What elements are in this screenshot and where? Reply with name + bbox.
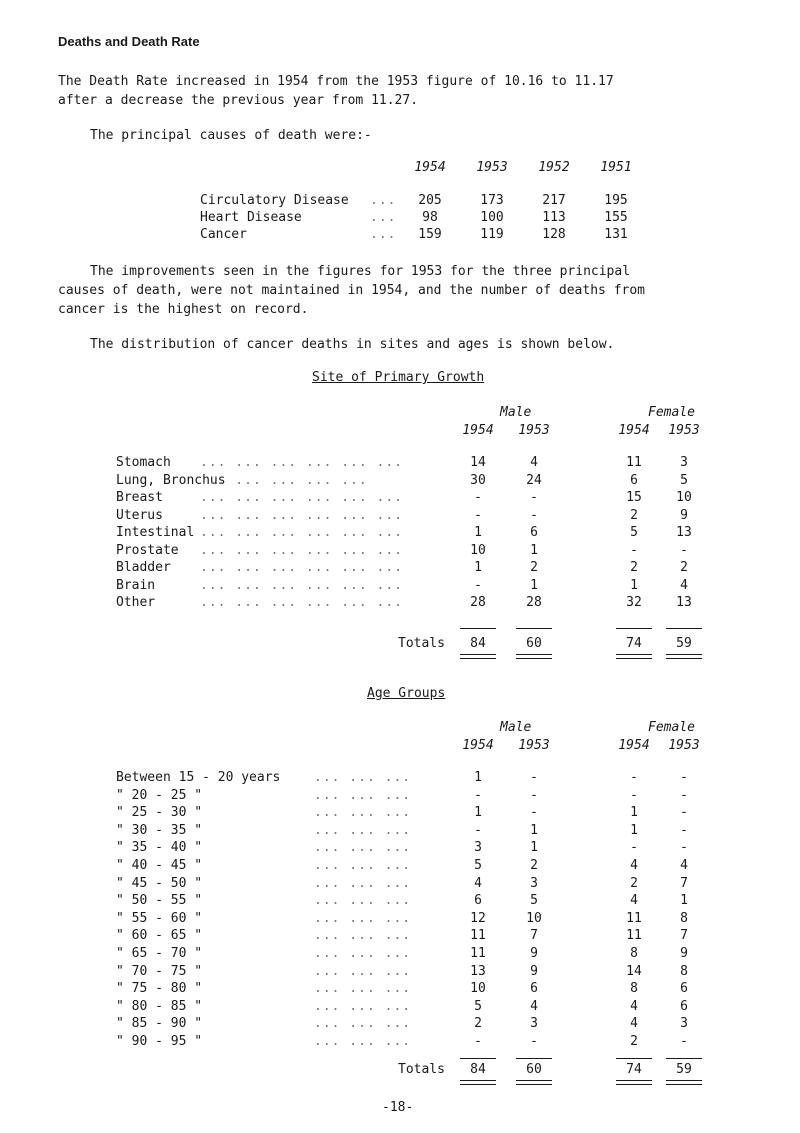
age-cell: 4 [630,1016,638,1032]
age-cell: 13 [470,963,486,979]
leader-dots: ... ... ... [314,875,412,891]
causes-cell: 128 [542,227,566,242]
age-year-header: 1953 [668,738,700,753]
age-cell: 10 [470,981,486,997]
site-cell: 5 [630,525,638,540]
leader-dots: ... ... ... ... ... ... [200,577,404,593]
age-year-header: 1954 [618,738,650,753]
age-cell: - [680,787,688,803]
leader-dots: ... ... ... ... ... ... [200,490,404,505]
site-row-label: Breast [116,490,163,505]
site-year-header: 1953 [518,423,550,438]
age-cell: 3 [530,875,538,891]
site-cell: 2 [630,560,638,575]
site-cell: 9 [680,507,688,523]
age-cell: 4 [630,998,638,1014]
site-total-cell: 74 [626,636,642,651]
site-cell: - [680,542,688,558]
age-row-label: " 25 - 30 " [116,805,203,821]
site-cell: 10 [676,490,692,505]
age-cell: 4 [530,998,538,1014]
site-row-label: Lung, Bronchus [116,472,226,488]
age-cell: 2 [474,1016,482,1032]
site-cell: 15 [626,490,642,505]
causes-cell: 195 [604,193,628,208]
age-cell: - [680,840,688,856]
leader-dots: ... ... ... [314,998,412,1014]
age-cell: 4 [680,858,688,873]
age-row-label: " 45 - 50 " [116,875,203,891]
age-row-label: " 85 - 90 " [116,1016,203,1032]
leader-dots: ... ... ... [314,770,412,785]
age-cell: - [474,787,482,803]
age-cell: 6 [680,981,688,997]
site-cell: 1 [530,542,538,558]
site-year-header: 1954 [618,423,650,438]
age-table-title: Age Groups [367,686,446,701]
age-total-cell: 60 [526,1062,542,1077]
site-row-label: Intestinal [116,525,195,540]
site-cell: 10 [470,542,486,558]
age-cell: 4 [630,893,638,909]
age-cell: - [530,1034,538,1049]
age-row-label: " 90 - 95 " [116,1034,203,1049]
leader-dots: ... ... ... [314,928,412,944]
site-cell: 24 [526,472,542,488]
age-cell: - [680,1034,688,1049]
site-cell: 13 [676,595,692,610]
site-row-label: Uterus [116,507,163,523]
age-cell: 3 [530,1016,538,1032]
site-cell: 1 [474,525,482,540]
age-cell: - [474,822,482,838]
site-cell: - [530,490,538,505]
causes-year-header: 1954 [414,160,446,175]
leader-dots: ... [370,227,397,242]
age-row-label: " 70 - 75 " [116,963,203,979]
site-cell: 28 [526,595,542,610]
causes-cell: 173 [480,193,504,208]
age-cell: 8 [680,963,688,979]
age-row-label: " 60 - 65 " [116,928,203,944]
age-total-cell: 74 [626,1062,642,1077]
age-cell: 11 [626,928,642,944]
site-cell: - [530,507,538,523]
age-cell: 11 [626,910,642,926]
age-cell: 7 [680,928,688,944]
leader-dots: ... ... ... [314,840,412,856]
leader-dots: ... ... ... [314,1034,412,1049]
site-total-cell: 59 [676,636,692,651]
site-cell: 1 [630,577,638,593]
site-cell: 14 [470,455,486,470]
leader-dots: ... ... ... [314,893,412,909]
site-cell: 13 [676,525,692,540]
age-row-label: Between 15 - 20 years [116,770,281,785]
age-cell: 11 [470,946,486,961]
causes-cell: 155 [604,210,628,225]
site-totals-label: Totals [398,636,445,651]
age-cell: - [680,822,688,838]
causes-row-label: Cancer [200,227,247,242]
leader-dots: ... ... ... [314,858,412,873]
site-cell: 3 [680,455,688,470]
site-cell: - [474,577,482,593]
age-cell: 1 [530,840,538,856]
site-row-label: Other [116,595,156,610]
age-cell: - [530,805,538,821]
age-cell: 10 [526,910,542,926]
age-male-header: Male [500,720,532,735]
causes-cell: 113 [542,210,566,225]
site-total-cell: 84 [470,636,486,651]
site-cell: 6 [530,525,538,540]
age-cell: 14 [626,963,642,979]
age-cell: 4 [630,858,638,873]
age-cell: 4 [474,875,482,891]
age-cell: 3 [680,1016,688,1032]
age-year-header: 1954 [462,738,494,753]
age-totals-label: Totals [398,1062,445,1077]
paragraph-improvements-line-2: causes of death, were not maintained in 1954, and the number of deaths from [58,283,645,298]
age-cell: 7 [530,928,538,944]
causes-cell: 131 [604,227,628,242]
age-cell: 9 [530,963,538,979]
age-cell: 2 [630,1034,638,1049]
leader-dots: ... [370,210,397,225]
age-cell: 8 [630,946,638,961]
age-cell: - [680,805,688,821]
site-cell: 4 [530,455,538,470]
site-cell: 6 [630,472,638,488]
age-cell: 5 [474,858,482,873]
leader-dots: ... ... ... [314,822,412,838]
page-heading: Deaths and Death Rate [58,34,200,49]
site-cell: 2 [530,560,538,575]
causes-cell: 100 [480,210,504,225]
age-cell: 1 [474,805,482,821]
age-total-cell: 84 [470,1062,486,1077]
age-row-label: " 30 - 35 " [116,822,203,838]
age-cell: 8 [680,910,688,926]
site-cell: 28 [470,595,486,610]
causes-row-label: Circulatory Disease [200,193,349,208]
causes-cell: 217 [542,193,566,208]
site-male-header: Male [500,405,532,420]
leader-dots: ... ... ... ... ... ... [200,455,404,470]
site-cell: 2 [630,507,638,523]
site-row-label: Brain [116,577,156,593]
causes-row-label: Heart Disease [200,210,302,225]
site-cell: 30 [470,472,486,488]
age-cell: - [474,1034,482,1049]
age-row-label: " 35 - 40 " [116,840,203,856]
leader-dots: ... ... ... [314,963,412,979]
causes-year-header: 1952 [538,160,570,175]
site-row-label: Prostate [116,542,179,558]
age-cell: 6 [530,981,538,997]
age-row-label: " 65 - 70 " [116,946,203,961]
leader-dots: ... ... ... ... ... ... [200,560,404,575]
age-cell: 1 [474,770,482,785]
age-cell: 1 [530,822,538,838]
age-cell: 7 [680,875,688,891]
age-cell: - [630,840,638,856]
age-cell: 3 [474,840,482,856]
site-cell: 2 [680,560,688,575]
paragraph-distribution: The distribution of cancer deaths in sites and ages is shown below. [90,337,615,352]
causes-cell: 98 [422,210,438,225]
age-total-cell: 59 [676,1062,692,1077]
leader-dots: ... ... ... [314,787,412,803]
site-cell: - [630,542,638,558]
paragraph-death-rate-line-1: The Death Rate increased in 1954 from the 1953 figure of 10.16 to 11.17 [58,74,614,89]
age-cell: - [630,770,638,785]
age-row-label: " 80 - 85 " [116,998,203,1014]
age-row-label: " 40 - 45 " [116,858,203,873]
causes-cell: 205 [418,193,442,208]
leader-dots: ... ... ... [314,981,412,997]
site-cell: 11 [626,455,642,470]
age-female-header: Female [648,720,695,735]
leader-dots: ... ... ... ... ... ... [200,507,404,523]
paragraph-death-rate-line-2: after a decrease the previous year from 11.27. [58,93,419,108]
site-row-label: Bladder [116,560,171,575]
age-cell: 2 [630,875,638,891]
site-cell: 1 [474,560,482,575]
site-cell: 1 [530,577,538,593]
age-cell: 1 [630,822,638,838]
age-cell: 5 [530,893,538,909]
causes-year-header: 1951 [600,160,632,175]
paragraph-improvements-line-3: cancer is the highest on record. [58,302,309,317]
leader-dots: ... ... ... [314,946,412,961]
leader-dots: ... ... ... [314,805,412,821]
site-cell: - [474,507,482,523]
site-total-cell: 60 [526,636,542,651]
age-cell: 6 [680,998,688,1014]
paragraph-principal-causes: The principal causes of death were:- [90,128,372,143]
age-cell: 6 [474,893,482,909]
age-cell: 2 [530,858,538,873]
site-female-header: Female [648,405,695,420]
site-cell: 5 [680,472,688,488]
leader-dots: ... ... ... ... ... ... [200,542,404,558]
age-cell: - [530,770,538,785]
leader-dots: ... ... ... [314,1016,412,1032]
site-cell: 4 [680,577,688,593]
age-row-label: " 75 - 80 " [116,981,203,997]
causes-cell: 119 [480,227,504,242]
leader-dots: ... ... ... ... ... ... [200,595,404,610]
age-cell: 1 [630,805,638,821]
age-cell: - [530,787,538,803]
leader-dots: ... ... ... [314,910,412,926]
leader-dots: ... ... ... ... ... ... [200,525,404,540]
age-cell: - [630,787,638,803]
site-year-header: 1953 [668,423,700,438]
site-cell: 32 [626,595,642,610]
site-year-header: 1954 [462,423,494,438]
age-row-label: " 55 - 60 " [116,910,203,926]
age-cell: 12 [470,910,486,926]
paragraph-improvements-line-1: The improvements seen in the figures for 1953 for the three principal [90,264,631,279]
age-cell: 9 [680,946,688,961]
leader-dots: ... ... ... ... ... [200,472,368,488]
leader-dots: ... [370,193,397,208]
age-cell: 9 [530,946,538,961]
age-row-label: " 50 - 55 " [116,893,203,909]
site-row-label: Stomach [116,455,171,470]
site-cell: - [474,490,482,505]
site-table-title: Site of Primary Growth [312,370,485,385]
age-year-header: 1953 [518,738,550,753]
causes-cell: 159 [418,227,442,242]
age-row-label: " 20 - 25 " [116,787,203,803]
age-cell: 5 [474,998,482,1014]
age-cell: - [680,770,688,785]
page-number: -18- [382,1100,414,1115]
age-cell: 8 [630,981,638,997]
age-cell: 11 [470,928,486,944]
causes-year-header: 1953 [476,160,508,175]
age-cell: 1 [680,893,688,909]
